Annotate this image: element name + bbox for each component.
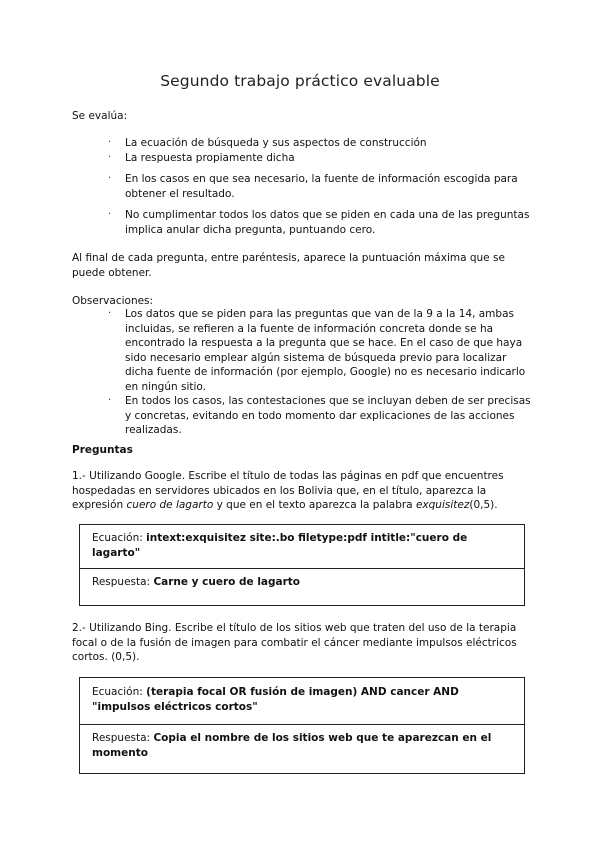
bullet-icon: ·	[108, 209, 112, 220]
ecuacion-row: Ecuación: (terapia focal OR fusión de imagen) AND cancer AND "impulsos eléctricos cortos"	[92, 686, 459, 713]
preguntas-heading: Preguntas	[72, 444, 133, 456]
list-item: · En todos los casos, las contestaciones que se incluyan deben de ser precisas y concretas, evitando en todo momento dar explicaciones de las acciones realizadas.	[108, 395, 531, 436]
question-1-answer-box	[79, 524, 525, 606]
page-title: Segundo trabajo práctico evaluable	[160, 72, 440, 90]
observaciones-heading: Observaciones:	[72, 295, 154, 307]
se-evalua-heading: Se evalúa:	[72, 110, 128, 122]
list-item: · No cumplimentar todos los datos que se piden en cada una de las preguntas implica anular dicha pregunta, puntuando cero.	[108, 209, 530, 236]
list-item: · En los casos en que sea necesario, la fuente de información escogida para obtener el resultado.	[108, 173, 518, 200]
list-item: · Los datos que se piden para las preguntas que van de la 9 a la 14, ambas incluidas, se refieren a la fuente de información concreta donde se ha encontrado la respuesta a la pregunta que se hace. En el caso de que haya sido necesario emplear algún sistema de búsqueda previo para localizar dicha fuente de información (por ejemplo, Google) no es necesario indicarlo en ningún sitio.	[108, 308, 526, 393]
bullet-icon: ·	[108, 308, 112, 319]
bullet-icon: ·	[108, 151, 112, 163]
ecuacion-row: Ecuación: intext:exquisitez site:.bo filetype:pdf intitle:"cuero de lagarto"	[92, 532, 468, 559]
bullet-icon: ·	[108, 137, 112, 148]
observaciones-list	[72, 307, 532, 438]
question-1-text: 1.- Utilizando Google. Escribe el título de todas las páginas en pdf que encuentres hospedadas en servidores ubicados en los Bolivia que, en el título, aparezca la expresión cuero de lagarto y que en el texto aparezca la palabra exquisitez(0,5).	[72, 470, 504, 511]
se-evalua-list	[72, 136, 532, 237]
list-item: · La ecuación de búsqueda y sus aspectos de construcción	[108, 137, 427, 149]
final-note: Al final de cada pregunta, entre paréntesis, aparece la puntuación máxima que se puede obtener.	[72, 252, 505, 279]
respuesta-row: Respuesta: Copia el nombre de los sitios web que te aparezcan en el momento	[80, 724, 524, 773]
bullet-icon: ·	[108, 395, 112, 406]
bullet-icon: ·	[108, 173, 112, 184]
list-item: · La respuesta propiamente dicha	[108, 151, 295, 164]
question-2-text: 2.- Utilizando Bing. Escribe el título de los sitios web que traten del uso de la terapia focal o de la fusión de imagen para combatir el cáncer mediante impulsos eléctricos cortos. (0,5).	[72, 622, 517, 663]
respuesta-row: Respuesta: Carne y cuero de lagarto	[80, 568, 524, 605]
question-2-answer-box	[79, 677, 525, 774]
